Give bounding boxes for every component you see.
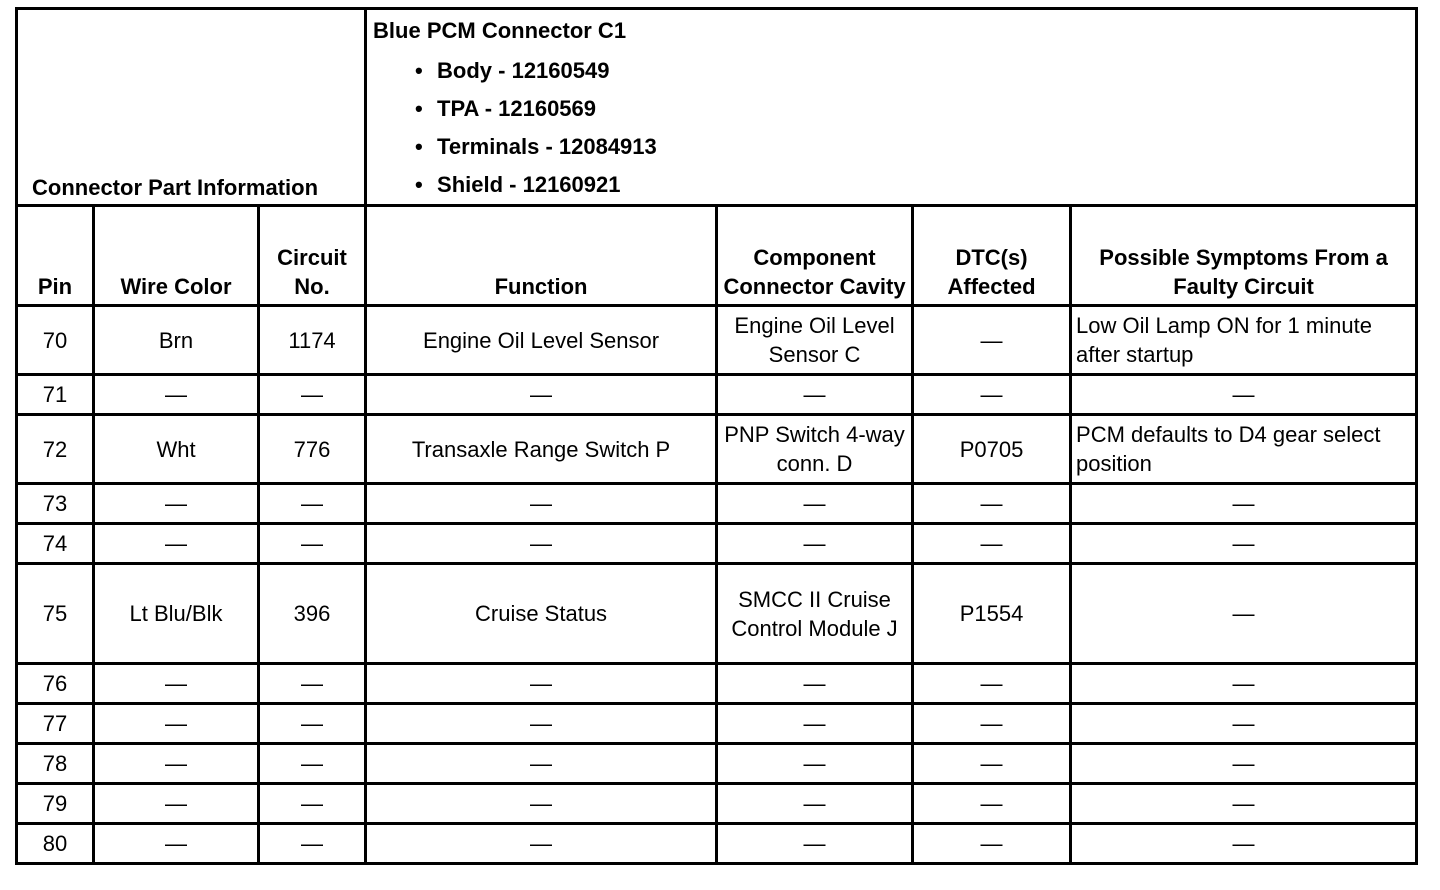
circuit-cell: — bbox=[259, 664, 366, 704]
cavity-cell: — bbox=[717, 704, 913, 744]
table-row bbox=[17, 784, 1417, 824]
connector-info-row bbox=[17, 9, 1417, 206]
circuit-cell: — bbox=[259, 784, 366, 824]
pin-cell: 72 bbox=[17, 415, 94, 484]
connector-part-tpa: • TPA - 12160569 bbox=[437, 90, 1411, 128]
table-row bbox=[17, 375, 1417, 415]
wire-color-cell: — bbox=[94, 484, 259, 524]
part-info-label: Connector Part Information bbox=[17, 9, 366, 206]
pin-cell: 77 bbox=[17, 704, 94, 744]
function-cell: Engine Oil Level Sensor bbox=[366, 306, 717, 375]
symptoms-cell: — bbox=[1071, 824, 1417, 864]
wire-color-cell: — bbox=[94, 824, 259, 864]
wire-color-cell: Brn bbox=[94, 306, 259, 375]
function-cell: — bbox=[366, 524, 717, 564]
function-cell: — bbox=[366, 664, 717, 704]
col-header-pin: Pin bbox=[17, 206, 94, 306]
dtc-cell: — bbox=[913, 484, 1071, 524]
circuit-cell: — bbox=[259, 744, 366, 784]
pin-cell: 79 bbox=[17, 784, 94, 824]
function-cell: Cruise Status bbox=[366, 564, 717, 664]
circuit-cell: — bbox=[259, 484, 366, 524]
connector-part-shield: • Shield - 12160921 bbox=[437, 166, 1411, 204]
table-row bbox=[17, 824, 1417, 864]
pin-cell: 74 bbox=[17, 524, 94, 564]
pin-cell: 80 bbox=[17, 824, 94, 864]
table-row bbox=[17, 484, 1417, 524]
cavity-cell: SMCC II Cruise Control Module J bbox=[717, 564, 913, 664]
symptoms-cell: — bbox=[1071, 744, 1417, 784]
table-row bbox=[17, 704, 1417, 744]
cavity-cell: — bbox=[717, 784, 913, 824]
wire-color-cell: — bbox=[94, 784, 259, 824]
wire-color-cell: Lt Blu/Blk bbox=[94, 564, 259, 664]
symptoms-cell: PCM defaults to D4 gear select position bbox=[1071, 415, 1417, 484]
cavity-cell: PNP Switch 4-way conn. D bbox=[717, 415, 913, 484]
dtc-cell: P0705 bbox=[913, 415, 1071, 484]
dtc-cell: P1554 bbox=[913, 564, 1071, 664]
function-cell: — bbox=[366, 375, 717, 415]
table-row bbox=[17, 744, 1417, 784]
dtc-cell: — bbox=[913, 704, 1071, 744]
circuit-cell: — bbox=[259, 375, 366, 415]
pin-cell: 71 bbox=[17, 375, 94, 415]
cavity-cell: — bbox=[717, 824, 913, 864]
table-row bbox=[17, 415, 1417, 484]
wire-color-cell: — bbox=[94, 744, 259, 784]
function-cell: — bbox=[366, 704, 717, 744]
symptoms-cell: — bbox=[1071, 524, 1417, 564]
cavity-cell: — bbox=[717, 744, 913, 784]
symptoms-cell: — bbox=[1071, 784, 1417, 824]
table-row bbox=[17, 564, 1417, 664]
cavity-cell: — bbox=[717, 664, 913, 704]
pin-cell: 78 bbox=[17, 744, 94, 784]
dtc-cell: — bbox=[913, 744, 1071, 784]
cavity-cell: — bbox=[717, 484, 913, 524]
circuit-cell: 776 bbox=[259, 415, 366, 484]
col-header-function: Function bbox=[366, 206, 717, 306]
function-cell: — bbox=[366, 784, 717, 824]
circuit-cell: 1174 bbox=[259, 306, 366, 375]
table-row bbox=[17, 306, 1417, 375]
connector-title: Blue PCM Connector C1 bbox=[373, 18, 627, 43]
pin-cell: 76 bbox=[17, 664, 94, 704]
function-cell: — bbox=[366, 824, 717, 864]
symptoms-cell: — bbox=[1071, 664, 1417, 704]
wire-color-cell: — bbox=[94, 704, 259, 744]
connector-parts-list bbox=[373, 52, 1411, 204]
wire-color-cell: — bbox=[94, 524, 259, 564]
symptoms-cell: Low Oil Lamp ON for 1 minute after startup bbox=[1071, 306, 1417, 375]
col-header-circuit: Circuit No. bbox=[259, 206, 366, 306]
circuit-cell: — bbox=[259, 524, 366, 564]
connector-table bbox=[15, 7, 1418, 865]
cavity-cell: Engine Oil Level Sensor C bbox=[717, 306, 913, 375]
table-body bbox=[17, 9, 1417, 864]
pin-cell: 75 bbox=[17, 564, 94, 664]
cavity-cell: — bbox=[717, 524, 913, 564]
connector-part-body: • Body - 12160549 bbox=[437, 52, 1411, 90]
col-header-dtc: DTC(s) Affected bbox=[913, 206, 1071, 306]
col-header-wire-color: Wire Color bbox=[94, 206, 259, 306]
dtc-cell: — bbox=[913, 375, 1071, 415]
symptoms-cell: — bbox=[1071, 484, 1417, 524]
function-cell: Transaxle Range Switch P bbox=[366, 415, 717, 484]
circuit-cell: — bbox=[259, 824, 366, 864]
wire-color-cell: — bbox=[94, 375, 259, 415]
col-header-symptoms: Possible Symptoms From a Faulty Circuit bbox=[1071, 206, 1417, 306]
dtc-cell: — bbox=[913, 664, 1071, 704]
pin-cell: 73 bbox=[17, 484, 94, 524]
dtc-cell: — bbox=[913, 524, 1071, 564]
connector-part-terminals: • Terminals - 12084913 bbox=[437, 128, 1411, 166]
circuit-cell: — bbox=[259, 704, 366, 744]
table-row bbox=[17, 524, 1417, 564]
cavity-cell: — bbox=[717, 375, 913, 415]
wire-color-cell: — bbox=[94, 664, 259, 704]
function-cell: — bbox=[366, 484, 717, 524]
dtc-cell: — bbox=[913, 824, 1071, 864]
symptoms-cell: — bbox=[1071, 375, 1417, 415]
symptoms-cell: — bbox=[1071, 564, 1417, 664]
dtc-cell: — bbox=[913, 784, 1071, 824]
circuit-cell: 396 bbox=[259, 564, 366, 664]
table-row bbox=[17, 664, 1417, 704]
dtc-cell: — bbox=[913, 306, 1071, 375]
connector-info-cell bbox=[366, 9, 1417, 206]
function-cell: — bbox=[366, 744, 717, 784]
pin-cell: 70 bbox=[17, 306, 94, 375]
wire-color-cell: Wht bbox=[94, 415, 259, 484]
column-header-row bbox=[17, 206, 1417, 306]
symptoms-cell: — bbox=[1071, 704, 1417, 744]
col-header-cavity: Component Connector Cavity bbox=[717, 206, 913, 306]
